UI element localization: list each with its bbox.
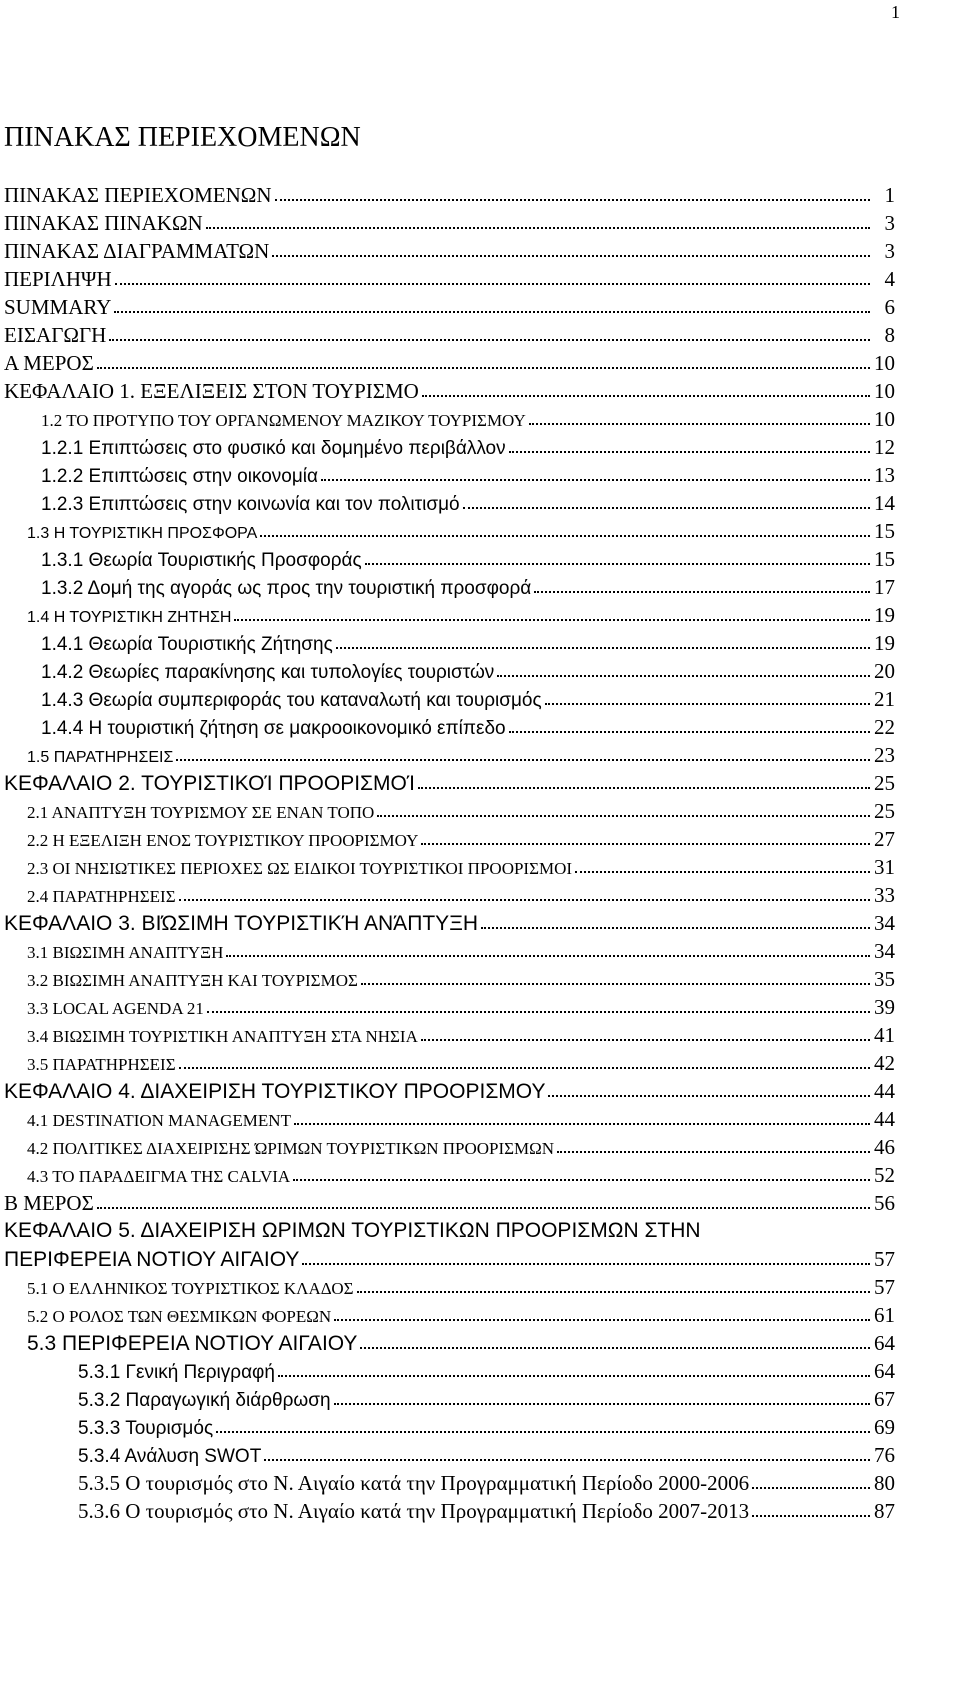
toc-entry[interactable]	[4, 405, 895, 433]
toc-entry-label: 3.5 ΠΑΡΑΤΗΡΗΣΕΙΣ	[27, 1055, 176, 1074]
dot-leader	[422, 395, 870, 397]
toc-entry[interactable]	[4, 517, 895, 545]
toc-entry[interactable]	[4, 965, 895, 993]
dot-leader	[179, 1067, 870, 1069]
toc-entry-page: 3	[884, 211, 895, 235]
toc-entry-page: 35	[874, 967, 895, 991]
toc-entry-label: Β ΜΕΡΟΣ	[4, 1191, 94, 1215]
toc-entry[interactable]	[4, 1021, 895, 1049]
toc-entry-label: 1.3 Η ΤΟΥΡΙΣΤΙΚΗ ΠΡΟΣΦΟΡΑ	[27, 525, 258, 542]
dot-leader	[418, 787, 870, 789]
dot-leader	[377, 815, 870, 817]
toc-entry-label: 1.2.3 Επιπτώσεις στην κοινωνία και τον πολιτισμό	[41, 494, 460, 515]
toc-entry[interactable]	[4, 349, 895, 377]
dot-leader	[302, 1263, 870, 1265]
toc-entry-page: 69	[874, 1415, 895, 1439]
dot-leader	[357, 1291, 870, 1293]
toc-entry-label: 5.3.3 Τουρισμός	[78, 1418, 214, 1439]
toc-entry-page: 41	[874, 1023, 895, 1047]
toc-entry-label: 1.4.2 Θεωρίες παρακίνησης και τυπολογίες τουριστών	[41, 662, 495, 683]
toc-entry[interactable]	[4, 1357, 895, 1385]
toc-entry-page: 64	[874, 1331, 895, 1355]
page-number: 1	[891, 2, 900, 22]
toc-entry[interactable]	[4, 1077, 895, 1105]
toc-entry[interactable]	[4, 1329, 895, 1357]
toc-entry-label: 5.1 Ο ΕΛΛΗΝΙΚΟΣ ΤΟΥΡΙΣΤΙΚΟΣ ΚΛΑΔΟΣ	[27, 1279, 354, 1298]
toc-entry[interactable]	[4, 1497, 895, 1525]
toc-entry-page: 42	[874, 1051, 895, 1075]
dot-leader	[575, 871, 870, 873]
toc-entry-page: 4	[884, 267, 895, 291]
toc-entry-page: 3	[884, 239, 895, 263]
toc-entry-label: 1.2.1 Επιπτώσεις στο φυσικό και δομημένο περιβάλλον	[41, 438, 506, 459]
toc-entry-label: 2.3 ΟΙ ΝΗΣΙΩΤΙΚΕΣ ΠΕΡΙΟΧΕΣ ΩΣ ΕΙΔΙΚΟΙ ΤΟΥΡΙΣΤΙΚΟΙ ΠΡΟΟΡΙΣΜΟΙ	[27, 859, 573, 878]
toc-entry[interactable]	[4, 937, 895, 965]
toc-entry-page: 44	[874, 1107, 895, 1131]
toc-entry[interactable]	[4, 797, 895, 825]
dot-leader	[365, 563, 870, 565]
dot-leader	[334, 1403, 870, 1405]
toc-entry[interactable]	[4, 237, 895, 265]
dot-leader	[497, 675, 870, 677]
toc-entry[interactable]	[4, 909, 895, 937]
dot-leader	[509, 451, 870, 453]
toc-entry-label: ΚΕΦΑΛΑΙΟ 5. ΔΙΑΧΕΙΡΙΣΗ ΩΡΙΜΩΝ ΤΟΥΡΙΣΤΙΚΩΝ ΠΡΟΟΡΙΣΜΩΝ ΣΤΗΝ	[4, 1219, 701, 1242]
toc-entry-page: 33	[874, 883, 895, 907]
toc-entry[interactable]	[4, 657, 895, 685]
dot-leader	[557, 1151, 870, 1153]
toc-entry[interactable]	[4, 1049, 895, 1077]
toc-entry-page: 6	[884, 295, 895, 319]
toc-entry[interactable]	[4, 1273, 895, 1301]
dot-leader	[463, 507, 870, 509]
toc-entry[interactable]	[4, 181, 895, 209]
toc-entry-label: 5.3 ΠΕΡΙΦΕΡΕΙΑ ΝΟΤΙΟΥ ΑΙΓΑΙΟΥ	[27, 1332, 358, 1355]
toc-entry[interactable]	[4, 1217, 895, 1273]
toc-entry-label: 5.3.5 Ο τουρισμός στο Ν. Αιγαίο κατά την Προγραμματική Περίοδο 2000-2006	[78, 1471, 750, 1495]
dot-leader	[421, 843, 870, 845]
toc-entry-label: ΕΙΣΑΓΩΓΗ	[4, 323, 107, 347]
toc-entry[interactable]	[4, 1189, 895, 1217]
dot-leader	[336, 647, 870, 649]
toc-entry-page: 8	[884, 323, 895, 347]
toc-entry-label: SUMMARY	[4, 295, 112, 319]
toc-entry-label: ΚΕΦΑΛΑΙΟ 4. ΔΙΑΧΕΙΡΙΣΗ ΤΟΥΡΙΣΤΙΚΟΥ ΠΡΟΟΡΙΣΜΟΥ	[4, 1080, 546, 1103]
toc-entry[interactable]	[4, 321, 895, 349]
toc-entry-page: 34	[874, 939, 895, 963]
toc-entry[interactable]	[4, 1105, 895, 1133]
toc-entry-page: 13	[874, 463, 895, 487]
toc-entry[interactable]	[4, 713, 895, 741]
dot-leader	[97, 367, 870, 369]
toc-entry-page: 12	[874, 435, 895, 459]
toc-entry-page: 64	[874, 1359, 895, 1383]
toc-entry-page: 22	[874, 715, 895, 739]
toc-entry-page: 15	[874, 519, 895, 543]
toc-entry-label: 5.2 Ο ΡΟΛΟΣ ΤΩΝ ΘΕΣΜΙΚΩΝ ΦΟΡΕΩΝ	[27, 1307, 332, 1326]
toc-entry-label: 1.2 ΤΟ ΠΡΟΤΥΠΟ ΤΟΥ ΟΡΓΑΝΩΜΕΝΟΥ ΜΑΖΙΚΟΥ ΤΟΥΡΙΣΜΟΥ	[41, 411, 526, 430]
toc-entry-page: 46	[874, 1135, 895, 1159]
toc-entry-page: 19	[874, 631, 895, 655]
dot-leader	[278, 1375, 870, 1377]
toc-entry-page: 15	[874, 547, 895, 571]
dot-leader	[360, 1347, 870, 1349]
dot-leader	[115, 283, 870, 285]
toc-entry-label: 1.4.4 Η τουριστική ζήτηση σε μακροοικονομικό επίπεδο	[41, 718, 506, 739]
toc-entry[interactable]	[4, 433, 895, 461]
toc-entry-label: 1.5 ΠΑΡΑΤΗΡΗΣΕΙΣ	[27, 749, 174, 766]
dot-leader	[216, 1431, 870, 1433]
toc-entry-page: 80	[874, 1471, 895, 1495]
toc-entry-label: 5.3.6 Ο τουρισμός στο Ν. Αιγαίο κατά την Προγραμματική Περίοδο 2007-2013	[78, 1499, 750, 1523]
toc-entry-page: 31	[874, 855, 895, 879]
dot-leader	[207, 1011, 870, 1013]
dot-leader	[264, 1459, 870, 1461]
dot-leader	[97, 1207, 870, 1209]
toc-entry-label: 1.3.1 Θεωρία Τουριστικής Προσφοράς	[41, 550, 362, 571]
toc-entry-page: 10	[874, 407, 895, 431]
toc-entry-page: 61	[874, 1303, 895, 1327]
dot-leader	[534, 591, 870, 593]
toc-entry[interactable]	[4, 573, 895, 601]
toc-entry[interactable]	[4, 1385, 895, 1413]
toc-entry[interactable]	[4, 881, 895, 909]
toc-entry-page: 56	[874, 1191, 895, 1215]
dot-leader	[545, 703, 870, 705]
toc-entry-label: 5.3.2 Παραγωγική διάρθρωση	[78, 1390, 331, 1411]
dot-leader	[234, 619, 870, 621]
toc-entry-label: 1.4 Η ΤΟΥΡΙΣΤΙΚΗ ΖΗΤΗΣΗ	[27, 609, 232, 626]
toc-entry-page: 27	[874, 827, 895, 851]
toc-entry-page: 57	[874, 1275, 895, 1299]
dot-leader	[529, 423, 870, 425]
toc-entry-label-continued: ΠΕΡΙΦΕΡΕΙΑ ΝΟΤΙΟΥ ΑΙΓΑΙΟΥ	[4, 1248, 300, 1271]
toc-entry-label: 5.3.1 Γενική Περιγραφή	[78, 1362, 275, 1383]
toc-entry[interactable]	[4, 1413, 895, 1441]
dot-leader	[109, 339, 870, 341]
toc-entry-page: 34	[874, 911, 895, 935]
toc-entry[interactable]	[4, 741, 895, 769]
dot-leader	[361, 983, 870, 985]
toc-entry-page: 39	[874, 995, 895, 1019]
toc-entry[interactable]	[4, 601, 895, 629]
dot-leader	[752, 1515, 870, 1517]
dot-leader	[226, 955, 870, 957]
toc-entry-label: 1.3.2 Δομή της αγοράς ως προς την τουριστική προσφορά	[41, 578, 532, 599]
toc-entry-label: ΚΕΦΑΛΑΙΟ 3. ΒΙΏΣΙΜΗ ΤΟΥΡΙΣΤΙΚΉ ΑΝΆΠΤΥΞΗ	[4, 912, 479, 935]
dot-leader	[260, 535, 870, 537]
page-title: ΠΙΝΑΚΑΣ ΠΕΡΙΕΧΟΜΕΝΩΝ	[4, 122, 361, 153]
dot-leader	[179, 899, 870, 901]
toc-entry-label: 3.1 ΒΙΩΣΙΜΗ ΑΝΑΠΤΥΞΗ	[27, 943, 224, 962]
toc-entry[interactable]	[4, 769, 895, 797]
dot-leader	[114, 311, 870, 313]
toc-entry[interactable]	[4, 1441, 895, 1469]
toc-entry-label: 2.2 Η ΕΞΕΛΙΞΗ ΕΝΟΣ ΤΟΥΡΙΣΤΙΚΟΥ ΠΡΟΟΡΙΣΜΟΥ	[27, 831, 419, 850]
toc-entry-page: 44	[874, 1079, 895, 1103]
toc-entry[interactable]	[4, 377, 895, 405]
toc-entry-label: ΚΕΦΑΛΑΙΟ 1. ΕΞΕΛΙΞΕΙΣ ΣΤΟΝ ΤΟΥΡΙΣΜΟ	[4, 379, 419, 403]
dot-leader	[293, 1179, 870, 1181]
dot-leader	[509, 731, 870, 733]
toc-entry-label: 3.3 LOCAL AGENDA 21	[27, 999, 204, 1018]
toc-entry[interactable]	[4, 685, 895, 713]
toc-entry[interactable]	[4, 629, 895, 657]
toc-entry[interactable]	[4, 1301, 895, 1329]
dot-leader	[294, 1123, 870, 1125]
toc-entry-page: 67	[874, 1387, 895, 1411]
dot-leader	[321, 479, 870, 481]
table-of-contents	[4, 181, 895, 1525]
toc-entry-page: 17	[874, 575, 895, 599]
toc-entry[interactable]	[4, 825, 895, 853]
toc-entry-label: ΠΙΝΑΚΑΣ ΔΙΑΓΡΑΜΜΑΤΩΝ	[4, 239, 270, 263]
toc-entry[interactable]	[4, 293, 895, 321]
toc-entry-page: 19	[874, 603, 895, 627]
toc-entry[interactable]	[4, 993, 895, 1021]
toc-entry-label: 5.3.4 Ανάλυση SWOT	[78, 1446, 262, 1467]
dot-leader	[548, 1095, 870, 1097]
toc-entry-label: 1.2.2 Επιπτώσεις στην οικονομία	[41, 466, 318, 487]
toc-entry-page: 25	[874, 799, 895, 823]
toc-entry-label: 2.1 ΑΝΑΠΤΥΞΗ ΤΟΥΡΙΣΜΟΥ ΣΕ ΕΝΑΝ ΤΟΠΟ	[27, 803, 375, 822]
dot-leader	[272, 255, 870, 257]
toc-entry-label: 2.4 ΠΑΡΑΤΗΡΗΣΕΙΣ	[27, 887, 176, 906]
toc-entry-label: 4.1 DESTINATION MANAGEMENT	[27, 1111, 291, 1130]
toc-entry-page: 25	[874, 771, 895, 795]
toc-entry-label: 4.2 ΠΟΛΙΤΙΚΕΣ ΔΙΑΧΕΙΡΙΣΗΣ ΏΡΙΜΩΝ ΤΟΥΡΙΣΤΙΚΩΝ ΠΡΟΟΡΙΣΜΩΝ	[27, 1139, 555, 1158]
toc-entry-page: 76	[874, 1443, 895, 1467]
dot-leader	[275, 199, 870, 201]
toc-entry-label: ΠΙΝΑΚΑΣ ΠΙΝΑΚΩΝ	[4, 211, 203, 235]
dot-leader	[176, 759, 870, 761]
toc-entry-page: 14	[874, 491, 895, 515]
dot-leader	[421, 1039, 870, 1041]
toc-entry[interactable]	[4, 853, 895, 881]
toc-entry-page: 23	[874, 743, 895, 767]
toc-entry-page: 87	[874, 1499, 895, 1523]
toc-entry-label: 1.4.1 Θεωρία Τουριστικής Ζήτησης	[41, 634, 333, 655]
dot-leader	[206, 227, 870, 229]
toc-entry-page: 57	[874, 1247, 895, 1271]
toc-entry-label: ΠΕΡΙΛΗΨΗ	[4, 267, 112, 291]
toc-entry-page: 21	[874, 687, 895, 711]
toc-entry-label: ΚΕΦΑΛΑΙΟ 2. ΤΟΥΡΙΣΤΙΚΟΊ ΠΡΟΟΡΙΣΜΟΊ	[4, 772, 415, 795]
toc-entry[interactable]	[4, 209, 895, 237]
toc-entry[interactable]	[4, 1469, 895, 1497]
toc-entry-page: 10	[874, 379, 895, 403]
toc-entry-page: 52	[874, 1163, 895, 1187]
toc-entry-label: 4.3 ΤΟ ΠΑΡΑΔΕΙΓΜΑ ΤΗΣ CALVIA	[27, 1167, 291, 1186]
toc-entry[interactable]	[4, 265, 895, 293]
toc-entry-label: 1.4.3 Θεωρία συμπεριφοράς του καταναλωτή και τουρισμός	[41, 690, 542, 711]
toc-entry-page: 1	[884, 183, 895, 207]
toc-entry[interactable]	[4, 461, 895, 489]
toc-entry-page: 10	[874, 351, 895, 375]
dot-leader	[481, 927, 870, 929]
toc-entry[interactable]	[4, 545, 895, 573]
toc-entry-label: Α ΜΕΡΟΣ	[4, 351, 94, 375]
dot-leader	[334, 1319, 870, 1321]
toc-entry-label: 3.2 ΒΙΩΣΙΜΗ ΑΝΑΠΤΥΞΗ ΚΑΙ ΤΟΥΡΙΣΜΟΣ	[27, 971, 358, 990]
toc-entry-page: 20	[874, 659, 895, 683]
toc-entry-label: 3.4 ΒΙΩΣΙΜΗ ΤΟΥΡΙΣΤΙΚΗ ΑΝΑΠΤΥΞΗ ΣΤΑ ΝΗΣΙΑ	[27, 1027, 418, 1046]
toc-entry[interactable]	[4, 1161, 895, 1189]
toc-entry[interactable]	[4, 1133, 895, 1161]
dot-leader	[752, 1487, 870, 1489]
toc-entry-label: ΠΙΝΑΚΑΣ ΠΕΡΙΕΧΟΜΕΝΩΝ	[4, 183, 272, 207]
toc-entry[interactable]	[4, 489, 895, 517]
